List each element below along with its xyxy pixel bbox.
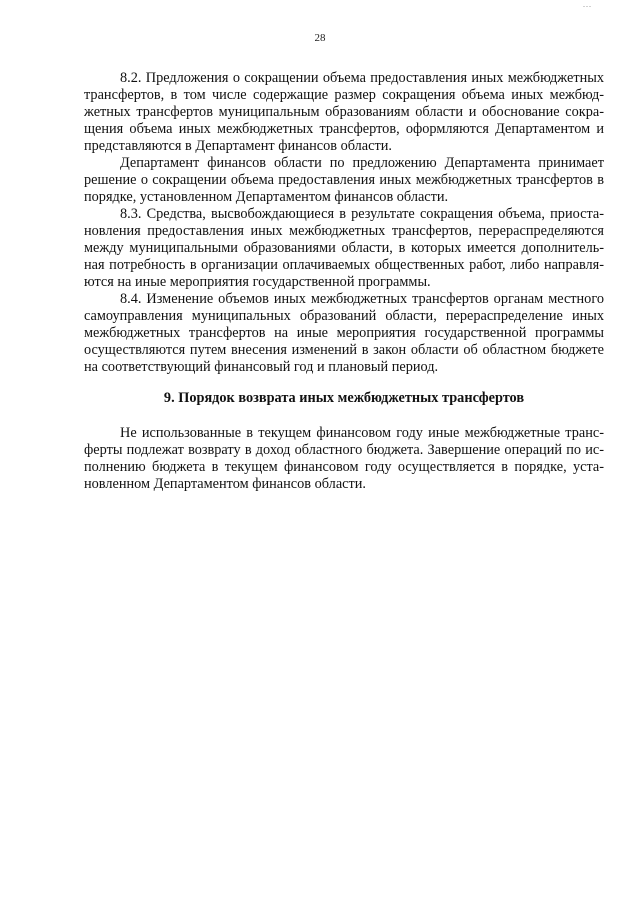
paragraph-department-decision: Департамент финансов области по предложению Департамента принимает решение о сокращении объема предоставления иных межбюджетных трансфертов в порядке, установленном Департаментом финансов области. [84,155,604,205]
page-number: 28 [314,32,326,44]
paragraph-8-2: 8.2. Предложения о сокращении объема предоставления иных межбюджетных трансфертов, в том числе содержащие размер сокращения объема иных межбюджетных трансфертов муниципальным образованиям области и обоснование сокращения объема иных межбюджетных трансфертов, оформляются Департаментом и представляются в Департамент финансов области. [84,70,604,154]
paragraph-8-4: 8.4. Изменение объемов иных межбюджетных трансфертов органам местного самоуправления муниципальных образований области, перераспределение иных межбюджетных трансфертов на иные мероприятия государственной программы осуществляются путем внесения изменений в закон области об областном бюджете на соответствующий финансовый год и плановый период. [84,291,604,375]
paragraph-8-3: 8.3. Средства, высвобождающиеся в результате сокращения объема, приостановления предоставления иных межбюджетных трансфертов, перераспределяются между муниципальными образованиями области, в которых имеется дополнительная потребность в организации оплачиваемых общественных работ, либо направляются на иные мероприятия государственной программы. [84,206,604,290]
corner-mark: ... [583,0,592,9]
paragraph-9-return: Не использованные в текущем финансовом году иные межбюджетные трансферты подлежат возврату в доход областного бюджета. Завершение операций по исполнению бюджета в текущем финансовом году осуществляется в порядке, установленном Департаментом финансов области. [84,425,604,492]
document-body [84,70,604,493]
section-9-heading: 9. Порядок возврата иных межбюджетных трансфертов [163,390,525,406]
